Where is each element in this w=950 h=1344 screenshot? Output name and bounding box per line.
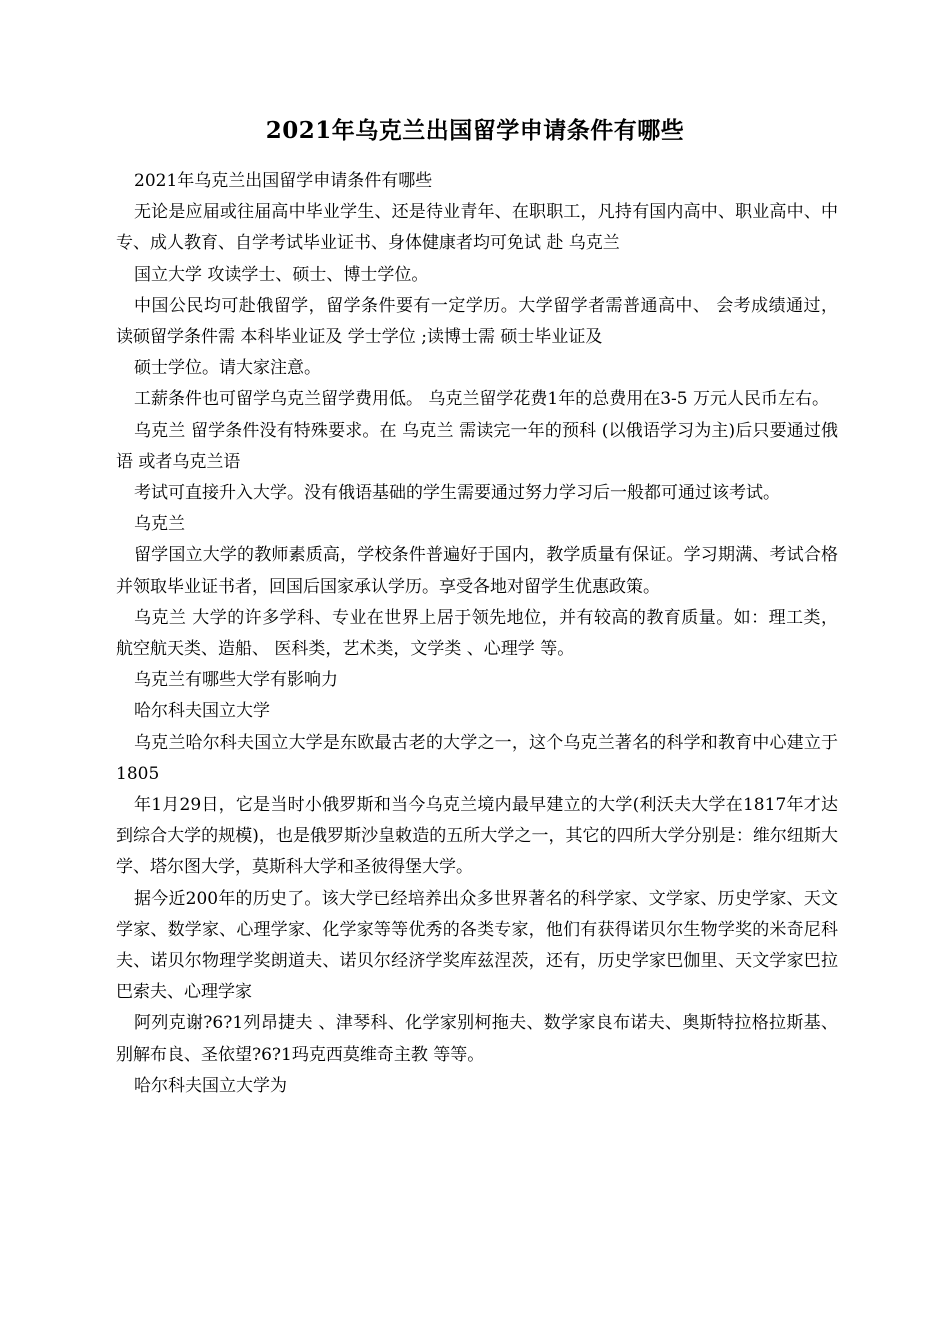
paragraph: 乌克兰 大学的许多学科、专业在世界上居于领先地位，并有较高的教育质量。如：理工类， 航空航天类、造船、 医科类，艺术类，文学类 、心理学 等。	[116, 607, 838, 660]
paragraph: 乌克兰 留学条件没有特殊要求。在 乌克兰 需读完一年的预科 (以俄语学习为主)后只要通过俄语 或者乌克兰语	[116, 420, 838, 472]
paragraph: 哈尔科夫国立大学为	[134, 1075, 287, 1096]
paragraph: 年1月29日，它是当时小俄罗斯和当今乌克兰境内最早建立的大学(利沃夫大学在1817年才达到综合大学的规模)，也是俄罗斯沙皇敕造的五所大学之一，其它的四所大学分别是：维尔纽斯大学、塔尔图大学，莫斯科大学和圣彼得堡大学。	[116, 795, 838, 878]
paragraph: 乌克兰	[134, 514, 185, 535]
paragraph: 硕士学位。请大家注意。	[134, 358, 321, 379]
paragraph: 阿列克谢?6?1列昂捷夫 、津琴科、化学家别柯拖夫、数学家良布诺夫、奥斯特拉格拉斯基、别解布良、圣依望?6?1玛克西莫维奇主教 等等。	[116, 1013, 838, 1065]
document-body	[116, 166, 838, 1102]
paragraph: 中国公民均可赴俄留学，留学条件要有一定学历。大学留学者需普通高中、 会考成绩通过， 读硕留学条件需 本科毕业证及 学士学位 ;读博士需 硕士毕业证及	[116, 295, 838, 348]
paragraph: 2021年乌克兰出国留学申请条件有哪些	[134, 171, 433, 191]
paragraph: 国立大学 攻读学士、硕士、博士学位。	[134, 264, 429, 285]
paragraph: 工薪条件也可留学乌克兰留学费用低。 乌克兰留学花费1年的总费用在3-5 万元人民币左右。	[134, 389, 829, 410]
page-title: 2021年乌克兰出国留学申请条件有哪些	[265, 117, 685, 144]
paragraph: 留学国立大学的教师素质高，学校条件普遍好于国内，教学质量有保证。学习期满、考试合格并领取毕业证书者，回国后国家承认学历。享受各地对留学生优惠政策。	[116, 545, 838, 597]
paragraph: 乌克兰有哪些大学有影响力	[134, 670, 338, 691]
paragraph: 据今近200年的历史了。该大学已经培养出众多世界著名的科学家、文学家、历史学家、天文学家、数学家、心理学家、化学家等等优秀的各类专家，他们有获得诺贝尔生物学奖的米奇尼科夫、诺贝尔物理学奖朗道夫、诺贝尔经济学奖库兹涅茨，还有，历史学家巴伽里、天文学家巴拉巴索夫、心理学家	[116, 888, 838, 1003]
paragraph: 考试可直接升入大学。没有俄语基础的学生需要通过努力学习后一般都可通过该考试。	[134, 483, 780, 504]
paragraph: 乌克兰哈尔科夫国立大学是东欧最古老的大学之一，这个乌克兰著名的科学和教育中心建立于 1805	[116, 732, 838, 784]
paragraph: 哈尔科夫国立大学	[134, 701, 270, 722]
paragraph: 无论是应届或往届高中毕业学生、还是待业青年、在职职工，凡持有国内高中、职业高中、中专、成人教育、自学考试毕业证书、身体健康者均可免试 赴 乌克兰	[116, 202, 838, 254]
